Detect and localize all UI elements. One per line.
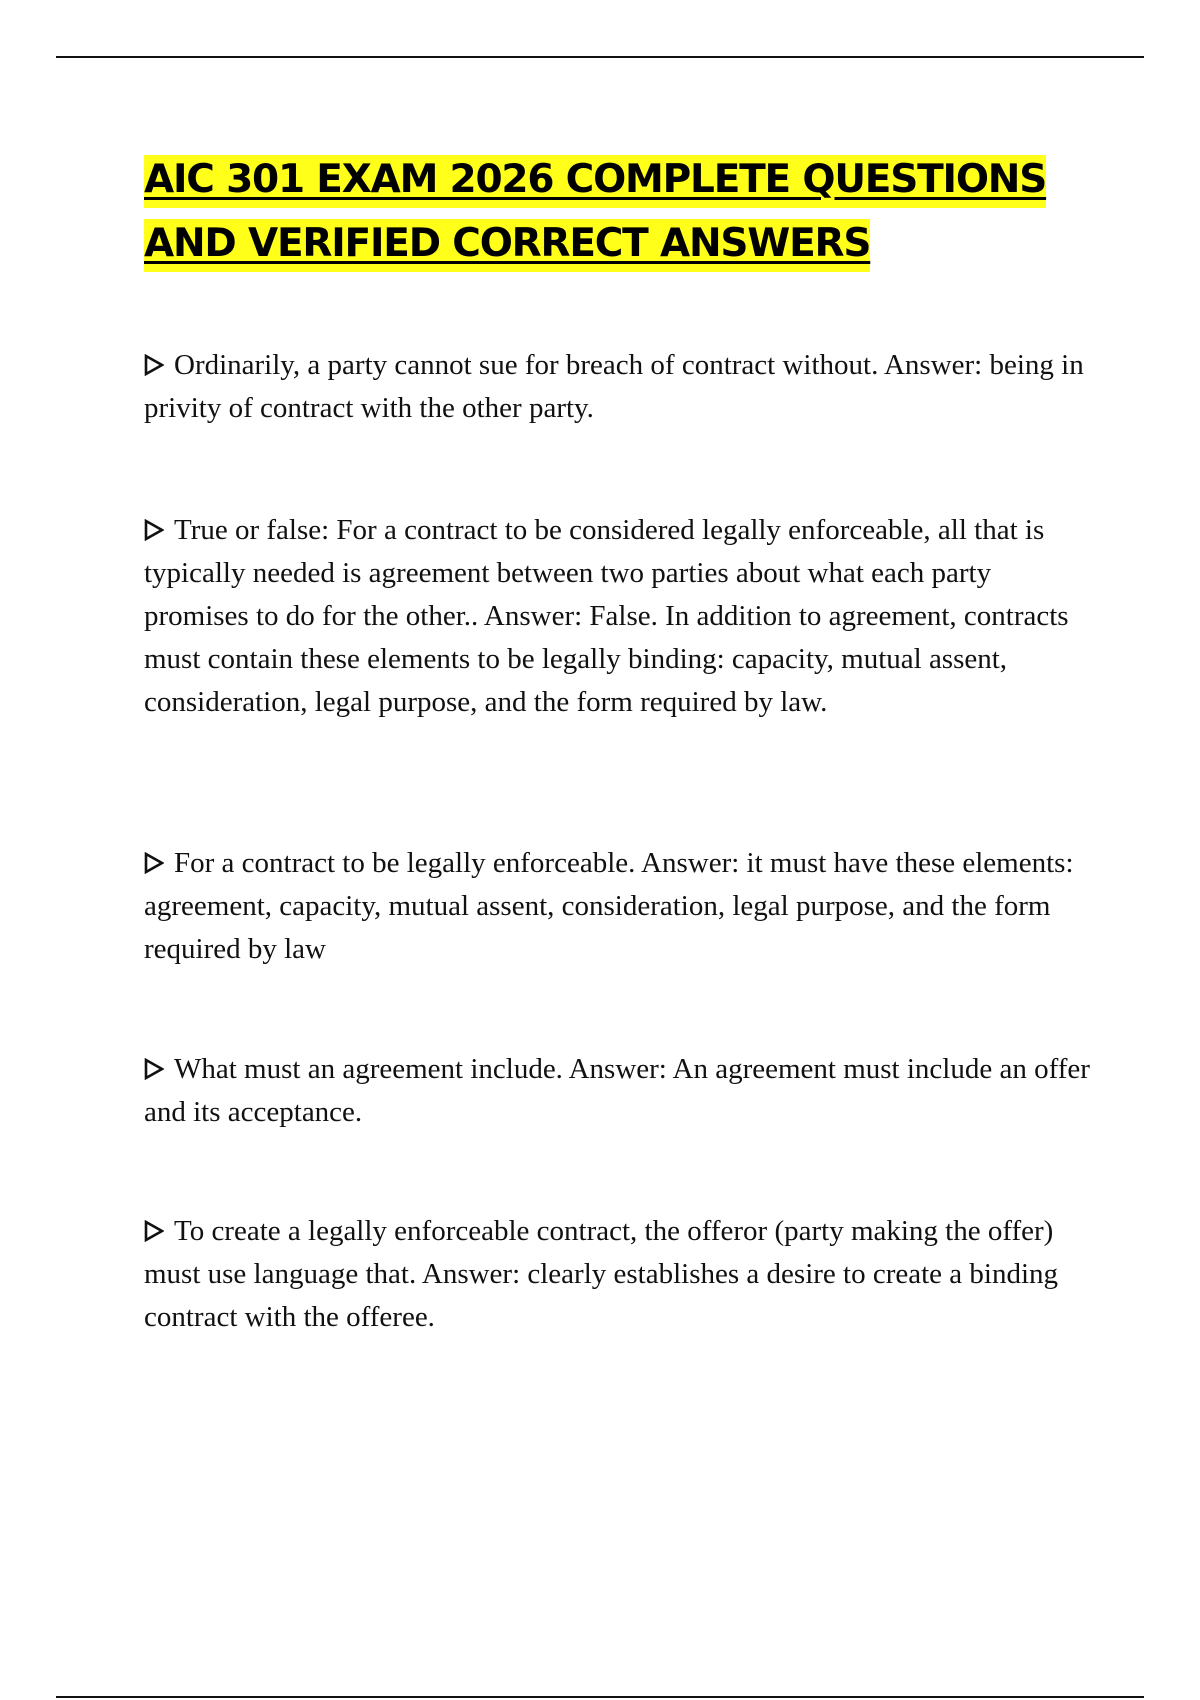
- triangle-bullet-icon: [144, 354, 166, 376]
- qa-item-3: [144, 842, 1094, 971]
- question-text: Ordinarily, a party cannot sue for breach of contract without.: [174, 349, 879, 381]
- title-line-1-text: AIC 301 EXAM 2026 COMPLETE QUESTIONS: [144, 155, 1046, 208]
- top-rule: [56, 56, 1144, 58]
- triangle-bullet-icon: [144, 519, 166, 541]
- answer-text: Answer: it must have these elements: agreement, capacity, mutual assent, consideration, legal purpose, and the form required by law: [144, 847, 1074, 965]
- title-line-2: [144, 212, 1094, 276]
- answer-text: Answer: False. In addition to agreement, contracts must contain these elements to be legally binding: capacity, mutual assent, consideration, legal purpose, and the form required by law.: [144, 600, 1069, 718]
- answer-text: Answer: clearly establishes a desire to create a binding contract with the offeree.: [144, 1258, 1059, 1333]
- qa-item-1: [144, 344, 1094, 430]
- bottom-rule: [56, 1696, 1144, 1698]
- question-text: To create a legally enforceable contract, the offeror (party making the offer) must use language that.: [144, 1215, 1054, 1290]
- title-line-1: [144, 148, 1094, 212]
- qa-item-4: [144, 1048, 1094, 1134]
- triangle-bullet-icon: [144, 1058, 166, 1080]
- document-title: [144, 148, 1094, 276]
- triangle-bullet-icon: [144, 852, 166, 874]
- title-line-2-text: AND VERIFIED CORRECT ANSWERS: [144, 219, 870, 272]
- question-text: What must an agreement include.: [174, 1053, 563, 1085]
- qa-item-2: [144, 509, 1094, 724]
- triangle-bullet-icon: [144, 1220, 166, 1242]
- answer-text: Answer: An agreement must include an offer and its acceptance.: [144, 1053, 1090, 1128]
- question-text: For a contract to be legally enforceable.: [174, 847, 636, 879]
- qa-item-5: [144, 1210, 1094, 1339]
- answer-text: Answer: being in privity of contract with the other party.: [144, 349, 1084, 424]
- question-text: True or false: For a contract to be considered legally enforceable, all that is typically needed is agreement between two parties about what each party promises to do for the other..: [144, 514, 1045, 632]
